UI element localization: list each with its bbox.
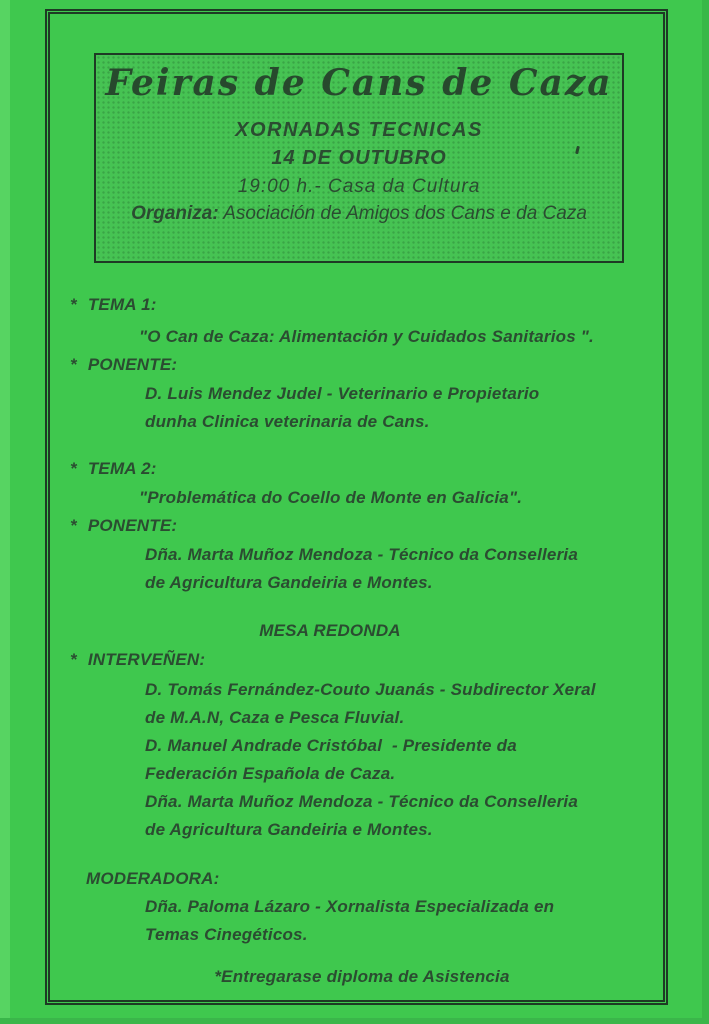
organizer-label: Organiza: [131, 203, 219, 224]
ponente2-line: Dña. Marta Muñoz Mendoza - Técnico da Conselleria [145, 545, 578, 564]
tema1-quote: "O Can de Caza: Alimentación y Cuidados Sanitarios ". [139, 327, 594, 346]
ponente2-heading [70, 516, 177, 536]
ponente2-line: de Agricultura Gandeiria e Montes. [145, 573, 433, 592]
moderadora-label: MODERADORA: [86, 869, 220, 888]
header-subtitle: XORNADAS TECNICAS [235, 119, 483, 141]
header-date: 14 DE OUTUBRO [271, 147, 447, 169]
intervenen-line: D. Tomás Fernández-Couto Juanás - Subdirector Xeral [145, 680, 596, 699]
ponente1-line: dunha Clinica veterinaria de Cans. [145, 412, 430, 431]
tema1-heading [70, 295, 157, 315]
intervenen-line: de M.A.N, Caza e Pesca Fluvial. [145, 708, 405, 727]
ponente1-heading [70, 355, 177, 375]
intervenen-line: Dña. Marta Muñoz Mendoza - Técnico da Conselleria [145, 792, 578, 811]
ponente1-label: PONENTE: [87, 355, 178, 374]
moderadora-line: Temas Cinegéticos. [145, 925, 308, 944]
bullet: * [70, 355, 77, 374]
bullet: * [70, 459, 77, 478]
intervenen-heading [70, 650, 205, 670]
footer-note: *Entregarase diploma de Asistencia [214, 967, 510, 986]
header-time-place: 19:00 h.- Casa da Cultura [237, 176, 481, 197]
tema2-heading [70, 459, 157, 479]
bullet: * [70, 295, 77, 314]
intervenen-line: Federación Española de Caza. [145, 764, 396, 783]
moderadora-line: Dña. Paloma Lázaro - Xornalista Especializada en [145, 897, 555, 916]
intervenen-line: D. Manuel Andrade Cristóbal - Presidente da [145, 736, 517, 755]
bullet: * [70, 650, 77, 669]
ponente1-line: D. Luis Mendez Judel - Veterinario e Propietario [145, 384, 540, 403]
intervenen-line: de Agricultura Gandeiria e Montes. [145, 820, 433, 839]
scan-edge-left [0, 0, 10, 1024]
organizer-name: Asociación de Amigos dos Cans e da Caza [218, 203, 587, 224]
scan-edge-right [702, 0, 709, 1024]
intervenen-label: INTERVEÑEN: [87, 650, 206, 669]
mesa-redonda-heading: MESA REDONDA [259, 621, 401, 640]
bullet: * [70, 516, 77, 535]
page-title: Feiras de Cans de Caza [105, 62, 613, 104]
tema2-quote: "Problemática do Coello de Monte en Galicia". [139, 488, 523, 507]
ponente2-label: PONENTE: [87, 516, 178, 535]
tema1-label: TEMA 1: [87, 295, 157, 314]
scan-edge-bottom [0, 1018, 709, 1024]
header-organizer [94, 203, 624, 225]
tema2-label: TEMA 2: [87, 459, 157, 478]
